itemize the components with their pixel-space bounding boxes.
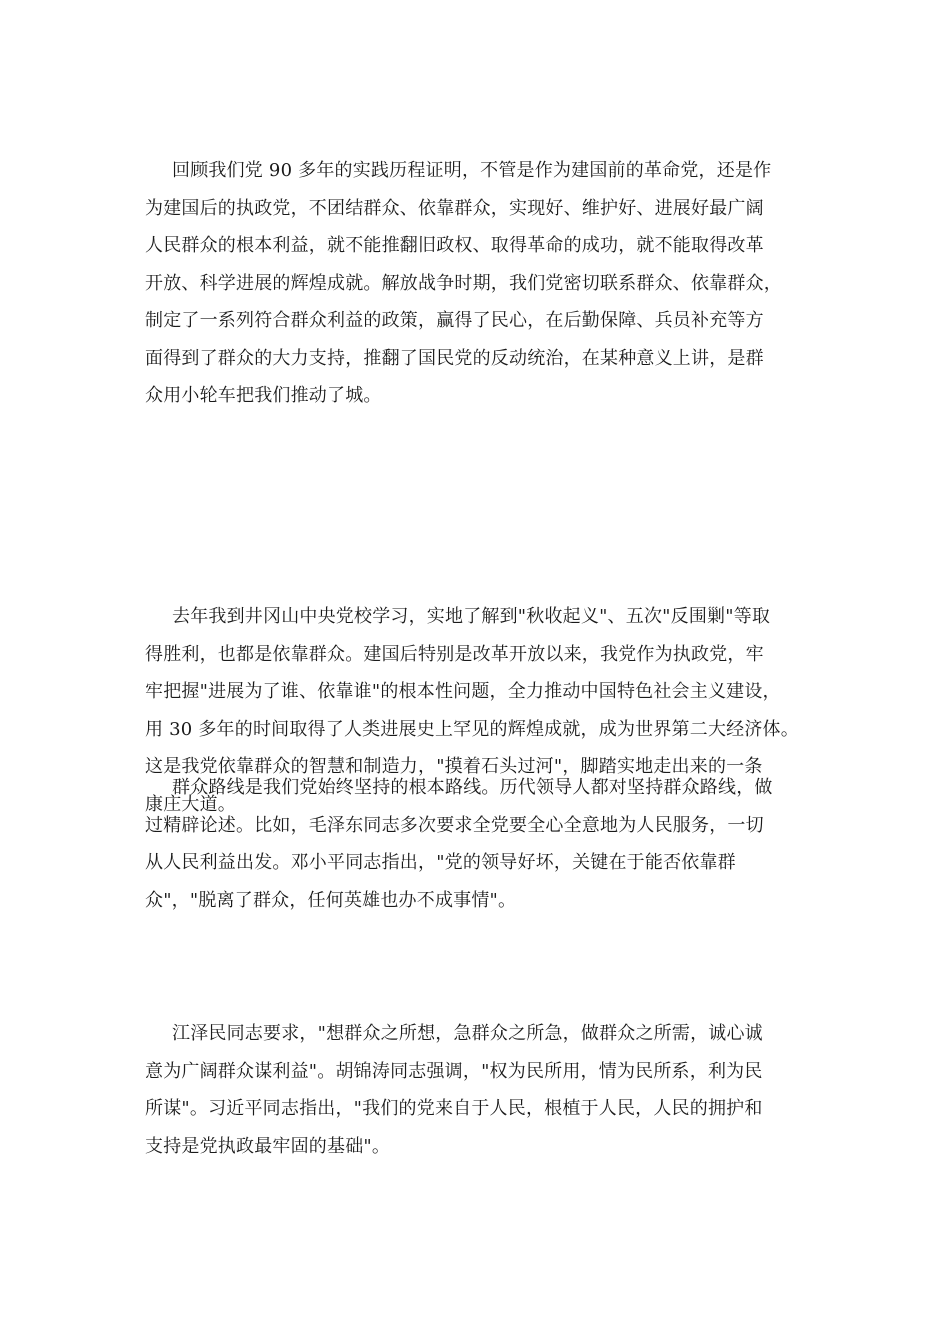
paragraph-line: 牢把握"进展为了谁、依靠谁"的根本性问题，全力推动中国特色社会主义建设， (145, 681, 781, 702)
paragraph-line: 开放、科学进展的辉煌成就。解放战争时期，我们党密切联系群众、依靠群众， (145, 272, 782, 294)
paragraph-line: 支持是党执政最牢固的基础"。 (145, 1135, 391, 1157)
paragraph-line: 去年我到井冈山中央党校学习，实地了解到"秋收起义"、五次"反围剿"等取 (172, 606, 771, 627)
paragraph-line: 用 30 多年的时间取得了人类进展史上罕见的辉煌成就，成为世界第二大经济体。 (145, 718, 799, 740)
paragraph-line: 人民群众的根本利益，就不能推翻旧政权、取得革命的成功，就不能取得改革 (145, 235, 764, 256)
paragraph-line: 众用小轮车把我们推动了城。 (145, 385, 382, 406)
paragraph-line: 这是我党依靠群众的智慧和制造力，"摸着石头过河"，脚踏实地走出来的一条 (145, 756, 763, 777)
paragraph-3 (145, 769, 820, 919)
paragraph-line: 所谋"。习近平同志指出，"我们的党来自于人民，根植于人民，人民的拥护和 (145, 1098, 763, 1119)
paragraph-line: 面得到了群众的大力支持，推翻了国民党的反动统治，在某种意义上讲，是群 (145, 347, 764, 369)
paragraph-line: 得胜利，也都是依靠群众。建国后特别是改革开放以来，我党作为执政党，牢 (145, 643, 764, 665)
paragraph-line: 意为广阔群众谋利益"。胡锦涛同志强调，"权为民所用，情为民所系，利为民 (145, 1060, 763, 1082)
paragraph-line: 群众路线是我们党始终坚持的根本路线。历代领导人都对坚持群众路线，做 (172, 777, 773, 798)
paragraph-line: 为建国后的执政党，不团结群众、依靠群众，实现好、维护好、进展好最广阔 (145, 197, 764, 219)
paragraph-line: 康庄大道。 (145, 793, 236, 815)
paragraph-line: 从人民利益出发。邓小平同志指出，"党的领导好坏，关键在于能否依靠群 (145, 852, 736, 873)
paragraph-line: 江泽民同志要求，"想群众之所想，急群众之所急，做群众之所需，诚心诚 (172, 1023, 763, 1044)
paragraph-1 (145, 152, 820, 415)
paragraph-line: 制定了一系列符合群众利益的政策，赢得了民心，在后勤保障、兵员补充等方 (145, 310, 764, 331)
paragraph-4 (145, 1015, 820, 1165)
paragraph-line: 众"，"脱离了群众，任何英雄也办不成事情"。 (145, 889, 517, 911)
paragraph-line: 过精辟论述。比如，毛泽东同志多次要求全党要全心全意地为人民服务，一切 (145, 814, 764, 836)
paragraph-line: 回顾我们党 90 多年的实践历程证明，不管是作为建国前的革命党，还是作 (172, 160, 772, 181)
